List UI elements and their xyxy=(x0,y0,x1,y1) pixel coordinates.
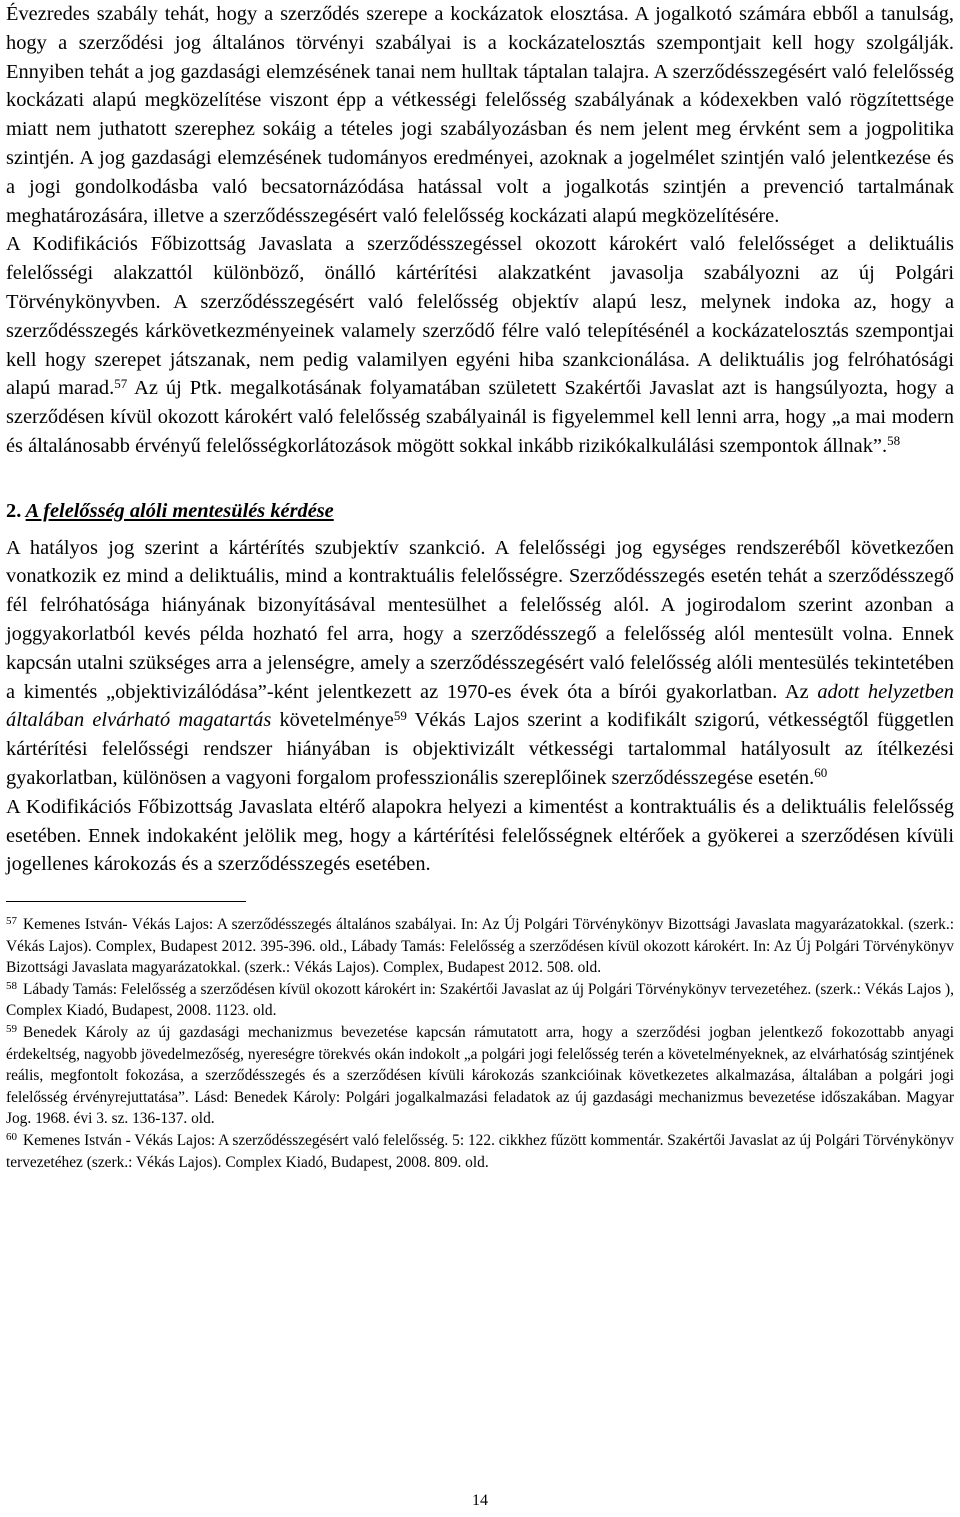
paragraph-4 xyxy=(6,793,954,879)
footnote-separator xyxy=(6,901,246,902)
paragraph-2-text-b: Az új Ptk. megalkotásának folyamatában született Szakértői Javaslat azt is hangsúlyozta, hogy a szerződésen kívül okozott károkért való felelősség szabályainál is figyelemmel kell lenni arra, hogy „a mai modern és általánosabb érvényű felelősségkorlátozások mögött sokkal inkább rizikókalkulálási szempontok állnak”. xyxy=(6,377,954,457)
paragraph-3-italic: adott helyzetben általában elvárható magatartás xyxy=(6,680,954,732)
section-heading xyxy=(6,497,954,526)
body-text xyxy=(6,0,954,461)
section-body xyxy=(6,534,954,880)
section-number: 2. xyxy=(6,499,22,522)
footnote-ref-60[interactable]: 60 xyxy=(814,765,828,781)
footnote-text: Lábady Tamás: Felelősség a szerződésen kívül okozott károkért in: Szakértői Javaslat az új Polgári Törvénykönyv tervezetéhez. (szerk.: Vékás Lajos ), Complex Kiadó, Budapest, 2008. 1123. old. xyxy=(6,980,954,1020)
footnote-text: Kemenes István - Vékás Lajos: A szerződésszegésért való felelősség. 5: 122. cikkhez fűzött kommentár. Szakértői Javaslat az új Polgári Törvénykönyv tervezetéhez (szerk.: Vékás Lajos). Complex Kiadó, Budapest, 2008. 809. old. xyxy=(6,1132,954,1171)
footnote-text: Kemenes István- Vékás Lajos: A szerződésszegés általános szabályai. In: Az Új Polgári Törvénykönyv Bizottsági Javaslata magyarázatokkal. (szerk.: Vékás Lajos). Complex, Budapest 2012. 395-396. old., Lábady Tamás: Felelősség a szerződésen kívül okozott károkért. In: Az Új Polgári Törvénykönyv Bizottsági Javaslata magyarázatokkal. (szerk.: Vékás Lajos). Complex, Budapest 2012. 508. old. xyxy=(6,916,954,977)
section-title: A felelősség alóli mentesülés kérdése xyxy=(25,499,334,522)
paragraph-2 xyxy=(6,230,954,460)
footnote-ref-57[interactable]: 57 xyxy=(114,375,128,391)
page-number: 14 xyxy=(472,1492,488,1509)
footnote-ref-58[interactable]: 58 xyxy=(887,433,901,449)
document-page xyxy=(6,0,954,1173)
paragraph-3-text-b: követelménye xyxy=(271,709,394,732)
footnotes xyxy=(6,914,954,1173)
paragraph-1 xyxy=(6,0,954,230)
paragraph-3 xyxy=(6,534,954,793)
footnote-59 xyxy=(6,1022,954,1130)
footnote-text: Benedek Károly az új gazdasági mechanizmus bevezetése kapcsán rámutatott arra, hogy a szerződési jogban jelentkező fokozottabb anyagi érdekeltség, nagyobb jövedelmezőség, nyereségre törekvés okán indokolt „a polgári jogi felelősség terén a követelményeknek, az elvárhatóság szintjének reális, megfontolt fokozása, a szerződésszegés és a szerződésen kívüli károkozás szankcióinak következetes alkalmazása, általában a polgári jogi felelősség érvényrejuttatása”. Lásd: Benedek Károly: Polgári jogalkalmazási feladatok az új gazdasági mechanizmus bevezetése időszakában. Magyar Jog. 1968. évi 3. sz. 136-137. old. xyxy=(6,1024,954,1128)
paragraph-4-text: A Kodifikációs Főbizottság Javaslata eltérő alapokra helyezi a kimentést a kontraktuális és a deliktuális felelősség esetében. Ennek indokaként jelölik meg, hogy a kártérítési felelősségnek eltérőek a gyökerei a szerződésen kívüli jogellenes károkozás és a szerződésszegés esetében. xyxy=(6,795,954,876)
footnote-number: 60 xyxy=(6,1131,17,1144)
footnote-number: 58 xyxy=(6,979,17,992)
paragraph-3-text-c: Vékás Lajos szerint a kodifikált szigorú, vétkességtől független kártérítési felelősségi rendszer hiányában is objektivizált vétkességi tartalommal hatályosult az ítélkezési gyakorlatban, különösen a vagyoni forgalom professzionális szereplőinek szerződésszegése esetén. xyxy=(6,709,954,789)
footnote-58 xyxy=(6,979,954,1022)
paragraph-2-text-a: A Kodifikációs Főbizottság Javaslata a szerződésszegéssel okozott károkért való felelősséget a deliktuális felelősségi alakzattól különböző, önálló kártérítési alakzatként javasolja szabályozni az új Polgári Törvénykönyvben. A szerződésszegésért való felelősség objektív alapú lesz, melynek indoka az, hogy a szerződésszegés kárkövetkezményeinek valamely szerződő félre való telepítésénél a kockázatelosztás szempontjai kell hogy szerepet játszanak, nem pedig valamilyen egyéni hiba szankcionálása. A deliktuális jog felróhatósági alapú marad. xyxy=(6,233,954,400)
footnote-60 xyxy=(6,1130,954,1173)
footnote-57 xyxy=(6,914,954,979)
footnote-number: 57 xyxy=(6,915,17,928)
footnote-number: 59 xyxy=(6,1023,17,1036)
paragraph-1-text: Évezredes szabály tehát, hogy a szerződés szerepe a kockázatok elosztása. A jogalkotó számára ebből a tanulság, hogy a szerződési jog általános törvényi szabályai is a kockázatelosztás szempontjait kell hogy szolgálják. Ennyiben tehát a jog gazdasági elemzésének tanai nem hulltak táptalan talajra. A szerződésszegésért való felelősség kockázati alapú megközelítése viszont épp a vétkességi felelősség szabályának a kódexekben való rögzítettsége miatt nem juthatott szerephez sokáig a tételes jogi szabályozásban és nem jelent meg érvként sem a jogpolitika szintjén. A jog gazdasági elemzésének tudományos eredményei, azoknak a jogelmélet szintjén való jelentkezése és a jogi gondolkodásba való becsatornázódása hatással volt a jogalkotás szintjén a prevenció tartalmának meghatározására, illetve a szerződésszegésért való felelősség kockázati alapú megközelítésére. xyxy=(6,3,954,227)
paragraph-3-text-a: A hatályos jog szerint a kártérítés szubjektív szankció. A felelősségi jog egységes rendszeréből következően vonatkozik ez mind a deliktuális, mind a kontraktuális felelősségre. Szerződésszegés esetén tehát a szerződésszegő fél felróhatósága hiányának bizonyításával mentesülhet a felelősség alól. A jogirodalom szerint azonban a joggyakorlatból kevés példa hozható fel arra, hogy a szerződésszegő a felelősség alól mentesült volna. Ennek kapcsán utalni szükséges arra a jelenségre, amely a szerződésszegésért való felelősség alóli mentesülés tekintetében a kimentés „objektivizálódása”-ként jelentkezett az 1970-es évek óta a bírói gyakorlatban. Az xyxy=(6,536,954,703)
footnote-ref-59[interactable]: 59 xyxy=(393,707,407,723)
